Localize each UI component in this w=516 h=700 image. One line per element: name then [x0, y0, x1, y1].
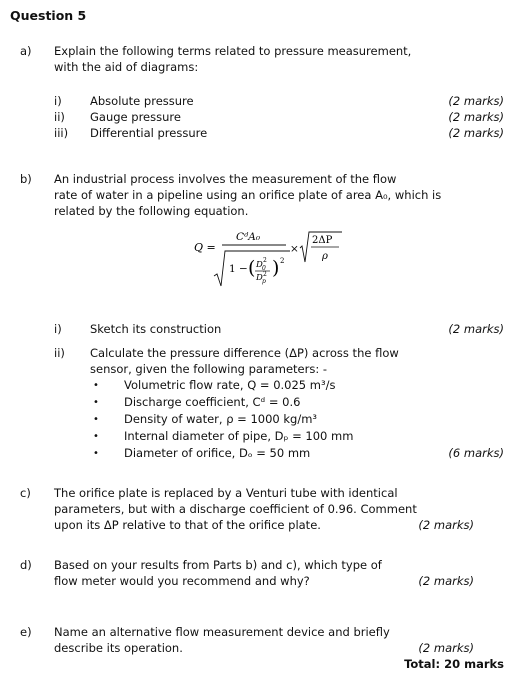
equation-lhs: Q =: [194, 241, 216, 254]
part-c-label: c): [20, 486, 31, 500]
part-b-item-1-marks: (2 marks): [448, 322, 504, 336]
part-b-item-2-marks: (6 marks): [448, 446, 504, 460]
bullet-4: •: [93, 431, 99, 442]
part-a-item-3-num: iii): [54, 126, 69, 140]
part-b-item-1-num: i): [54, 322, 62, 336]
equation-right-paren: ): [272, 257, 280, 279]
equation-rhs-denominator: ρ: [322, 251, 328, 262]
equation-one-minus: 1 −: [229, 263, 248, 275]
bullet-1: •: [93, 380, 99, 391]
part-a-text-line-2: with the aid of diagrams:: [54, 60, 199, 74]
part-b-text-line-1: An industrial process involves the measurement of the flow: [54, 172, 397, 186]
part-e-text-line-1: Name an alternative flow measurement device and briefly: [54, 625, 390, 639]
equation-d-den: D: [256, 273, 263, 283]
parameter-discharge-coefficient: Discharge coefficient, Cᵈ = 0.6: [124, 395, 301, 409]
part-b-item-2-text-line-2: sensor, given the following parameters: -: [90, 362, 328, 376]
part-b-label: b): [20, 172, 32, 186]
bullet-3: •: [93, 414, 99, 425]
equation-rhs-numerator: 2ΔP: [312, 235, 333, 246]
part-e-text-line-2: describe its operation.: [54, 641, 183, 655]
equation-left-paren: (: [248, 257, 256, 279]
part-a-item-3-marks: (2 marks): [448, 126, 504, 140]
part-b-item-2-text-line-1: Calculate the pressure difference (ΔP) across the flow: [90, 346, 399, 360]
equation-d-num-sub: 0: [262, 265, 266, 272]
part-e-label: e): [20, 625, 32, 639]
bullet-5: •: [93, 448, 99, 459]
part-c-text-line-3: upon its ΔP relative to that of the orifice plate.: [54, 518, 321, 532]
equation-numerator: CᵈA₀: [236, 231, 261, 243]
part-a-item-2-num: ii): [54, 110, 65, 124]
equation-outer-exponent: 2: [280, 257, 285, 265]
parameter-pipe-diameter: Internal diameter of pipe, Dₚ = 100 mm: [124, 429, 354, 443]
part-a-item-1-marks: (2 marks): [448, 94, 504, 108]
part-a-item-2-text: Gauge pressure: [90, 110, 181, 124]
part-d-text-line-2: flow meter would you recommend and why?: [54, 574, 310, 588]
parameter-orifice-diameter: Diameter of orifice, Dₒ = 50 mm: [124, 446, 311, 460]
parameter-density: Density of water, ρ = 1000 kg/m³: [124, 412, 318, 426]
equation-times: ×: [290, 243, 299, 255]
part-a-item-3-text: Differential pressure: [90, 126, 208, 140]
part-a-text-line-1: Explain the following terms related to pressure measurement,: [54, 44, 412, 58]
part-a-item-2-marks: (2 marks): [448, 110, 504, 124]
parameter-flow-rate: Volumetric flow rate, Q = 0.025 m³/s: [124, 378, 336, 392]
part-c-text-line-1: The orifice plate is replaced by a Venturi tube with identical: [54, 486, 398, 500]
part-b-text-line-2: rate of water in a pipeline using an orifice plate of area A₀, which is: [54, 188, 442, 202]
part-b-item-1-text: Sketch its construction: [90, 322, 222, 336]
part-b-text-line-3: related by the following equation.: [54, 204, 249, 218]
bullet-2: •: [93, 397, 99, 408]
part-c-marks: (2 marks): [418, 518, 474, 532]
part-a-item-1-num: i): [54, 94, 62, 108]
part-d-label: d): [20, 558, 32, 572]
part-a-label: a): [20, 44, 32, 58]
equation-d-num: D: [256, 260, 263, 270]
equation-d-den-sup: 2: [263, 271, 267, 278]
part-b-item-2-num: ii): [54, 346, 65, 360]
total-marks: Total: 20 marks: [404, 657, 504, 671]
part-c-text-line-2: parameters, but with a discharge coefficient of 0.96. Comment: [54, 502, 417, 516]
question-title: Question 5: [10, 8, 87, 23]
equation-d-den-sub: p: [262, 278, 266, 285]
part-a-item-1-text: Absolute pressure: [90, 94, 194, 108]
part-d-marks: (2 marks): [418, 574, 474, 588]
orifice-flow-equation: [186, 226, 346, 292]
equation-d-num-sup: 2: [263, 257, 267, 264]
part-e-marks: (2 marks): [418, 641, 474, 655]
part-d-text-line-1: Based on your results from Parts b) and c), which type of: [54, 558, 382, 572]
